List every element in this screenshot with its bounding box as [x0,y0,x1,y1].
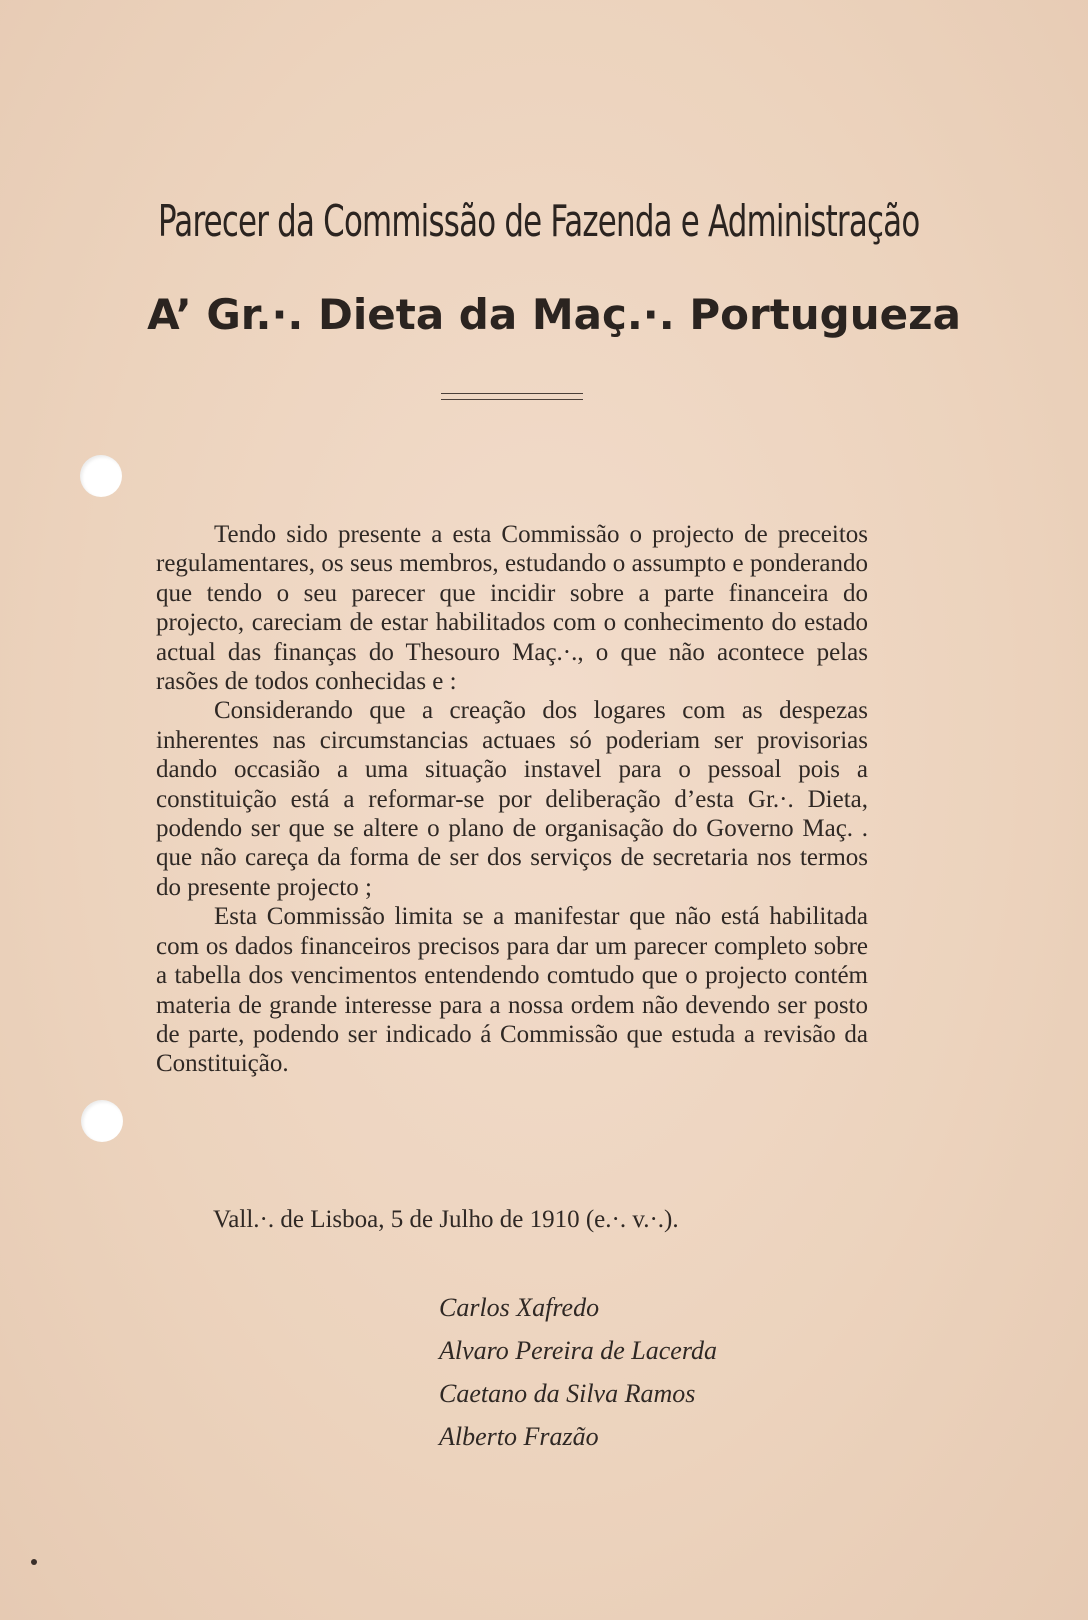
punch-hole-top [80,455,122,497]
body-paragraph: Esta Commissão limita se a manifestar que não está habilitada com os dados financeiros precisos para dar um parecer completo sobre a tabella dos vencimentos entendendo comtudo que o projecto contém materia de grande interesse para a nossa ordem não devendo ser posto de parte, podendo ser indicado á Commissão que estuda a revisão da Constituição. [156,903,868,1078]
signature: Caetano da Silva Ramos [439,1379,696,1408]
document-body [156,520,868,1079]
body-paragraph: Considerando que a creação dos logares com as despezas inherentes nas circumstancias actuaes só poderiam ser provisorias dando occasião a uma situação instavel para o pessoal pois a constituição está a reformar-se por deliberação d’esta Gr.·. Dieta, podendo ser que se altere o plano de organisação do Governo Maç. . que não careça da forma de ser dos serviços de secretaria nos termos do presente projecto ; [156,697,868,901]
title-divider [441,393,583,400]
document-title: Parecer da Commissão de Fazenda e Administração [158,196,920,247]
signature: Carlos Xafredo [439,1293,600,1322]
signature-block [439,1286,717,1458]
signature: Alberto Frazão [439,1422,599,1451]
signature: Alvaro Pereira de Lacerda [439,1336,717,1365]
paper-speck [31,1559,37,1565]
document-addressee: A’ Gr.·. Dieta da Maç.·. Portugueza [147,290,961,339]
body-paragraph: Tendo sido presente a esta Commissão o projecto de preceitos regulamentares, os seus membros, estudando o assumpto e ponderando que tendo o seu parecer que incidir sobre a parte financeira do projecto, careciam de estar habilitados com o conhecimento do estado actual das finanças do Thesouro Maç.·., o que não acontece pelas rasões de todos conhecidas e : [156,521,868,696]
place-date-line: Vall.·. de Lisboa, 5 de Julho de 1910 (e.·. v.·.). [213,1206,679,1233]
punch-hole-bottom [81,1100,123,1142]
